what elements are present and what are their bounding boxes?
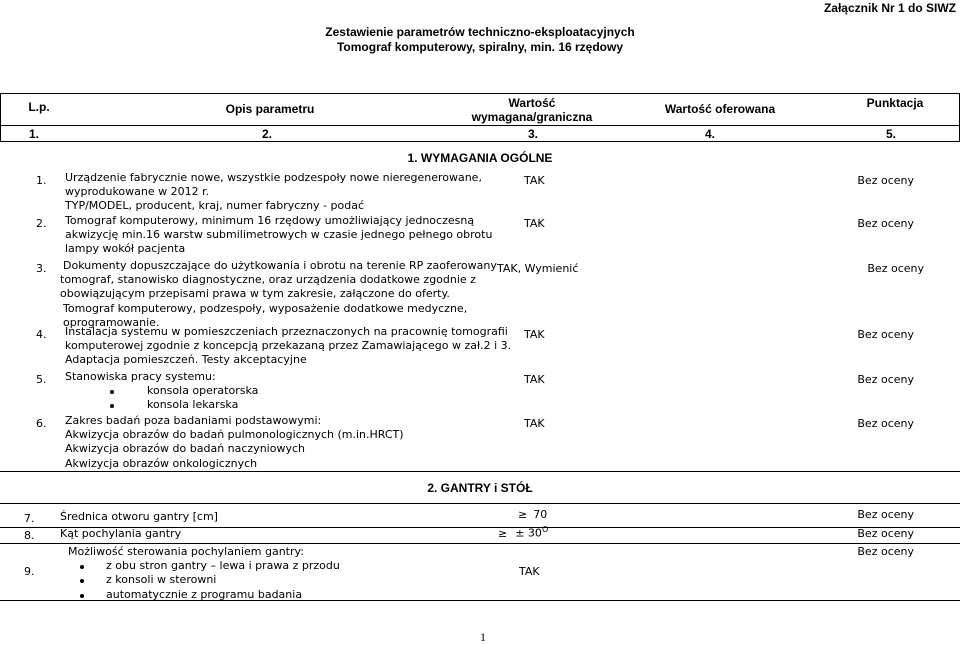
- colnum-1: 1.: [29, 127, 40, 141]
- section-ogolne-heading: 1. WYMAGANIA OGÓLNE: [407, 151, 553, 165]
- row-8-required-value: [498, 525, 548, 540]
- bullet-icon: [80, 579, 84, 583]
- colnum-4: 4.: [705, 127, 716, 141]
- list-item: [68, 588, 340, 602]
- header-wartosc-line2: wymagana/graniczna: [471, 110, 593, 124]
- row-5-description: [65, 370, 258, 413]
- colnum-bottom-border: [0, 141, 960, 142]
- row-2-required-value: TAK: [524, 217, 545, 230]
- row-5-required-value: TAK: [524, 373, 545, 386]
- title-line-1: Zestawienie parametrów techniczno-eksploatacyjnych: [325, 25, 635, 39]
- title-line-2: Tomograf komputerowy, spiralny, min. 16 rzędowy: [336, 40, 624, 54]
- bullet-icon: [110, 404, 114, 408]
- header-lp: L.p.: [28, 100, 50, 114]
- colnum-2: 2.: [262, 127, 273, 141]
- header-opis: Opis parametru: [225, 102, 315, 116]
- row-1-line: Urządzenie fabrycznie nowe, wszystkie podzespoły nowe nieregenerowane,: [65, 171, 482, 184]
- row-9-rating: Bez oceny: [857, 545, 914, 558]
- row-2-line: lampy wokół pacjenta: [65, 242, 186, 256]
- row-2-line: Tomograf komputerowy, minimum 16 rzędowy umożliwiający jednoczesną: [65, 214, 475, 227]
- row-4-required-value: TAK: [524, 328, 545, 341]
- bullet-icon: [80, 565, 84, 569]
- row-1-rating: Bez oceny: [857, 174, 914, 187]
- row-4-index: 4.: [36, 328, 47, 341]
- degree-sup: O: [541, 525, 549, 534]
- row-5-index: 5.: [36, 373, 47, 386]
- header-oferowana: Wartość oferowana: [664, 102, 776, 116]
- bullet-text: automatycznie z programu badania: [106, 587, 303, 601]
- bullet-text: z obu stron gantry – lewa i prawa z przodu: [106, 559, 340, 573]
- row-3-index: 3.: [36, 262, 47, 275]
- row-3-required-value: TAK, Wymienić: [497, 262, 579, 275]
- row-8-index: 8.: [24, 529, 35, 542]
- section1-bottom-border: [0, 471, 960, 472]
- row-3-line: Dokumenty dopuszczające do użytkowania i obrotu na terenie RP zaoferowany: [63, 259, 497, 272]
- row-8-description: Kąt pochylania gantry: [60, 527, 182, 540]
- greater-equal-icon: ≥: [518, 508, 528, 521]
- row-8-rating: Bez oceny: [857, 527, 914, 540]
- bullet-icon: [110, 390, 114, 394]
- row-5-rating: Bez oceny: [857, 373, 914, 386]
- row-2-index: 2.: [36, 217, 47, 230]
- row-4-description: [65, 325, 511, 368]
- row-7-description: Średnica otworu gantry [cm]: [60, 510, 218, 523]
- section-gantry-heading: 2. GANTRY i STÓŁ: [427, 481, 533, 495]
- row-3-rating: Bez oceny: [867, 262, 924, 275]
- grid-left: [0, 93, 1, 141]
- bullet-text: z konsoli w sterowni: [106, 573, 217, 587]
- row-7-required-value: [518, 508, 547, 521]
- row-1-index: 1.: [36, 174, 47, 187]
- row-1-line: TYP/MODEL, producent, kraj, numer fabryczny - podać: [65, 199, 365, 213]
- row-2-line: akwizycję min.16 warstw submilimetrowych w czasie jednego pełnego obrotu: [65, 228, 493, 242]
- row-3-line: Tomograf komputerowy, podzespoły, wyposażenie dodatkowe medyczne,: [63, 301, 468, 315]
- document-title: [0, 25, 960, 55]
- row-3-line: obowiązującym przepisami prawa w tym zakresie, załączone do oferty.: [60, 287, 450, 301]
- row-2-rating: Bez oceny: [857, 217, 914, 230]
- header-punktacja: Punktacja: [866, 96, 924, 110]
- row-1-line: wyprodukowane w 2012 r.: [65, 185, 210, 199]
- page-number: 1: [480, 630, 486, 644]
- header-wartosc: [462, 96, 602, 124]
- row-3-line: oprogramowanie.: [63, 315, 160, 329]
- row-7-index: 7.: [24, 512, 35, 525]
- colnum-3: 3.: [528, 127, 539, 141]
- attachment-label: Załącznik Nr 1 do SIWZ: [823, 1, 956, 15]
- row-6-rating: Bez oceny: [857, 417, 914, 430]
- row-3-line: tomograf, stanowisko diagnostyczne, oraz urządzenia dodatkowe zgodnie z: [60, 273, 476, 287]
- row-4-line: komputerowej zgodnie z koncepcją przekazaną przez Zamawiającego w zał.2 i 3.: [65, 339, 512, 353]
- section2-header-bottom-border: [0, 503, 960, 504]
- row-2-description: [65, 214, 492, 257]
- row-5-line: Stanowiska pracy systemu:: [65, 370, 216, 383]
- row-7-value-text: 70: [533, 508, 548, 521]
- row-6-line: Akwizycja obrazów do badań pulmonologicznych (m.in.HRCT): [65, 428, 404, 442]
- bullet-icon: [80, 594, 84, 598]
- row-9-bullets: [68, 559, 340, 602]
- row-9-line: Możliwość sterowania pochylaniem gantry:: [68, 545, 304, 558]
- row-7-rating: Bez oceny: [857, 508, 914, 521]
- header-bottom-border: [0, 125, 960, 126]
- row-6-description: [65, 414, 404, 471]
- row-6-line: Akwizycja obrazów onkologicznych: [65, 456, 258, 470]
- row-9-index: 9.: [24, 565, 35, 578]
- row-9-description: [68, 545, 340, 602]
- header-wartosc-line1: Wartość: [508, 96, 556, 110]
- row-8-value-text: ± 30: [515, 526, 542, 540]
- list-item: [68, 573, 340, 587]
- list-item: [65, 398, 258, 412]
- bullet-text: konsola lekarska: [147, 398, 239, 412]
- table-top-border: [0, 93, 960, 94]
- colnum-5: 5.: [886, 127, 897, 141]
- row-5-bullets: [65, 384, 258, 412]
- greater-equal-icon: ≥: [498, 526, 508, 540]
- row-4-line: Instalacja systemu w pomieszczeniach przeznaczonych na pracownię tomografii: [65, 325, 508, 338]
- row-divider: [0, 543, 960, 544]
- bullet-text: konsola operatorska: [147, 384, 259, 398]
- row-9-required-value: TAK: [519, 565, 540, 578]
- row-4-line: Adaptacja pomieszczeń. Testy akceptacyjne: [65, 353, 307, 367]
- list-item: [68, 559, 340, 573]
- row-6-index: 6.: [36, 417, 47, 430]
- row-4-rating: Bez oceny: [857, 328, 914, 341]
- list-item: [65, 384, 258, 398]
- row-6-line: Akwizycja obrazów do badań naczyniowych: [65, 442, 305, 456]
- row-1-required-value: TAK: [524, 174, 545, 187]
- row-3-description: [60, 259, 497, 330]
- row-6-line: Zakres badań poza badaniami podstawowymi:: [65, 414, 322, 427]
- row-6-required-value: TAK: [524, 417, 545, 430]
- row-1-description: [65, 171, 482, 214]
